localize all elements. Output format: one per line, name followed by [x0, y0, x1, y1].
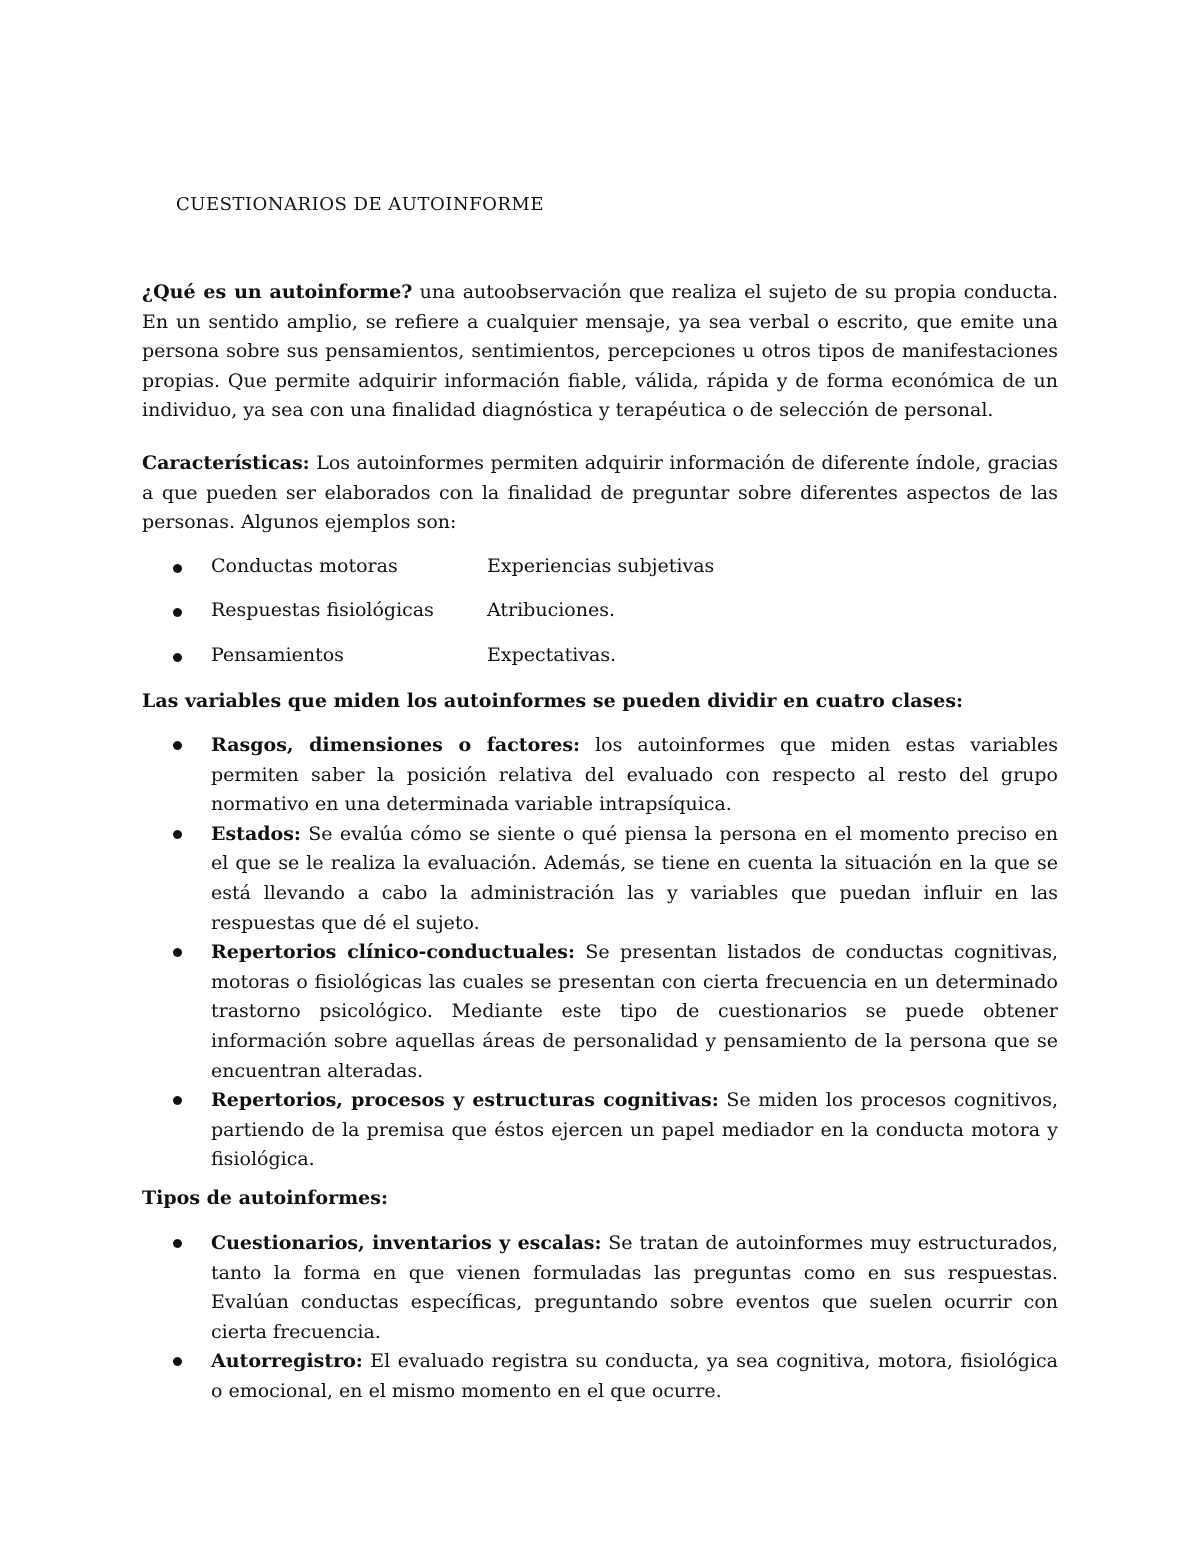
characteristics-text: Los autoinformes permiten adquirir información de diferente índole, gracias a que pueden ser elaborados con la finalidad de preguntar sobre diferentes aspectos de las personas. Algunos ejemplos son: [142, 452, 1058, 534]
list-item [142, 820, 1058, 938]
types-list [142, 1229, 1058, 1407]
list-item [142, 1229, 1058, 1347]
example-row [142, 552, 1058, 582]
document-title: CUESTIONARIOS DE AUTOINFORME [176, 194, 544, 215]
intro-text: una autoobservación que realiza el sujeto de su propia conducta. En un sentido amplio, se refiere a cualquier mensaje, ya sea verbal o escrito, que emite una persona sobre sus pensamientos, sentimientos, percepciones u otros tipos de manifestaciones propias. Que permite adquirir información fiable, válida, rápida y de forma económica de un individuo, ya sea con una finalidad diagnóstica y terapéutica o de selección de personal. [142, 281, 1058, 422]
example-right: Atribuciones. [487, 599, 616, 621]
item-label: Autorregistro: [211, 1350, 363, 1373]
example-row [142, 596, 1058, 626]
example-left: Conductas motoras [211, 555, 398, 577]
item-text: Se evalúa cómo se siente o qué piensa la persona en el momento preciso en el que se le realiza la evaluación. Además, se tiene en cuenta la situación en la que se está llevando a cabo la administración las y variables que puedan influir en las respuestas que dé el sujeto. [211, 822, 1058, 934]
intro-paragraph [142, 278, 1058, 426]
characteristics-paragraph [142, 449, 1058, 538]
variables-list [142, 731, 1058, 1175]
bullet-icon [173, 1096, 182, 1105]
bullet-icon [173, 830, 182, 839]
item-label: Rasgos, dimensiones o factores: [211, 734, 581, 756]
list-item [142, 731, 1058, 820]
example-left: Pensamientos [211, 644, 344, 666]
example-left: Respuestas fisiológicas [211, 599, 434, 621]
bullet-icon [173, 741, 182, 750]
bullet-icon [173, 564, 182, 573]
item-text: Se tratan de autoinformes muy estructurados, tanto la forma en que vienen formuladas las preguntas como en sus respuestas. Evalúan conductas específicas, preguntando sobre eventos que suelen ocurrir con cierta frecuencia. [211, 1232, 1058, 1343]
item-text: Se miden los procesos cognitivos, partiendo de la premisa que éstos ejercen un papel mediador en la conducta motora y fisiológica. [211, 1089, 1059, 1171]
example-row [142, 641, 1058, 671]
bullet-icon [173, 948, 182, 957]
example-right: Expectativas. [487, 644, 617, 666]
types-heading: Tipos de autoinformes: [142, 1187, 388, 1209]
list-item [142, 1086, 1058, 1175]
intro-label: ¿Qué es un autoinforme? [142, 281, 413, 303]
item-label: Cuestionarios, inventarios y escalas: [211, 1232, 602, 1254]
item-text: los autoinformes que miden estas variables permiten saber la posición relativa del evaluado con respecto al resto del grupo normativo en una determinada variable intrapsíquica. [211, 734, 1058, 816]
item-text: Se presentan listados de conductas cognitivas, motoras o fisiológicas las cuales se presentan con cierta frecuencia en un determinado trastorno psicológico. Mediante este tipo de cuestionarios se puede obtener información sobre aquellas áreas de personalidad y pensamiento de la persona que se encuentran alteradas. [211, 941, 1059, 1082]
list-item [142, 1347, 1058, 1406]
item-label: Repertorios, procesos y estructuras cognitivas: [211, 1089, 719, 1112]
list-item [142, 938, 1058, 1086]
example-right: Experiencias subjetivas [487, 555, 715, 577]
item-text: El evaluado registra su conducta, ya sea cognitiva, motora, fisiológica o emocional, en el mismo momento en el que ocurre. [211, 1350, 1058, 1402]
bullet-icon [173, 608, 182, 617]
variables-heading: Las variables que miden los autoinformes se pueden dividir en cuatro clases: [142, 690, 964, 712]
item-label: Estados: [211, 822, 301, 845]
bullet-icon [173, 1357, 182, 1366]
item-label: Repertorios clínico-conductuales: [211, 941, 576, 964]
characteristics-label: Características: [142, 452, 310, 474]
bullet-icon [173, 1239, 182, 1248]
bullet-icon [173, 653, 182, 662]
